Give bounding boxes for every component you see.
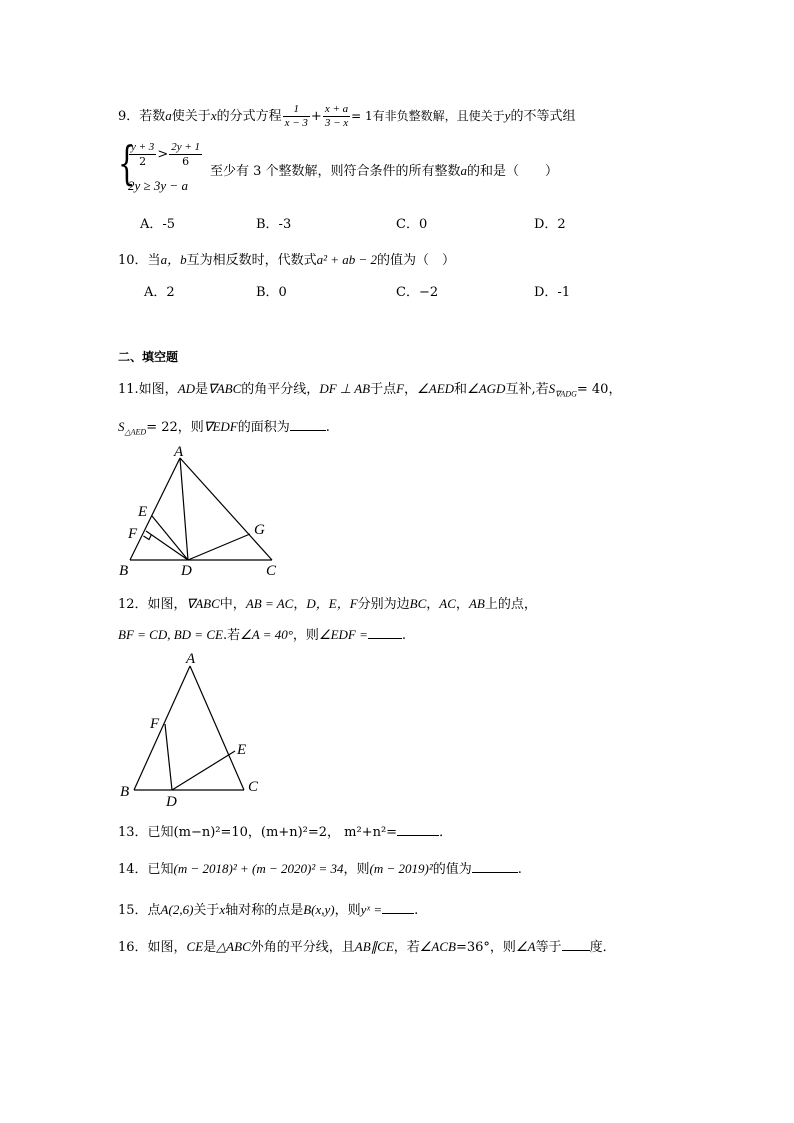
section-heading: 二、填空题	[118, 350, 179, 364]
q14-question: 14．已知(m − 2018)² + (m − 2020)² = 34，则(m − 2019)²的值为 .	[118, 861, 522, 877]
q12-label-b: B	[120, 784, 130, 800]
q12-segment-de	[172, 751, 235, 790]
q11-answer-blank[interactable]	[290, 418, 326, 431]
q10-option-a[interactable]: A．2	[144, 285, 175, 300]
q9-option-d[interactable]: D．2	[534, 217, 566, 232]
q11-segment-gd	[188, 534, 250, 560]
q16-question: 16．如图，CE是△ABC外角的平分线，且AB∥CE，若∠ACB=36°，则∠A等于 度．	[118, 939, 616, 955]
q9-option-b[interactable]: B．-3	[256, 217, 292, 232]
q9-option-c[interactable]: C．0	[396, 217, 428, 232]
q11-label-g: G	[254, 522, 265, 538]
q12-segment-fd	[165, 724, 172, 790]
q11-label-d: D	[181, 563, 192, 579]
q10-option-b[interactable]: B．0	[256, 285, 287, 300]
q9-inequality-2: 2y ≥ 3y − a	[128, 178, 188, 193]
q11-line2: $S_{\triangle AED}= 22$，则∇EDF的面积为 .	[118, 419, 330, 437]
q11-line1: 11.如图，AD是∇ABC的角平分线，DF ⊥ AB于点F，∠AED和∠AGD互补,若$S_{\nabla ADG}= 40$，	[118, 381, 622, 399]
q14-answer-blank[interactable]	[472, 860, 518, 873]
q12-side-ac	[190, 666, 247, 790]
q12-label-a: A	[186, 651, 196, 667]
q11-segment-fd	[146, 531, 188, 560]
q9-fraction-2: $\frac{x + a}{3 - x}$	[324, 103, 349, 129]
q9-inequality-1: $\frac{y + 3}{2}$ > $\frac{2y + 1}{6}$	[131, 141, 201, 168]
q12-label-c: C	[248, 779, 259, 795]
q11-label-e: E	[138, 504, 148, 520]
q11-figure	[110, 438, 310, 583]
q12-figure	[110, 646, 280, 811]
q10-option-d[interactable]: D．-1	[534, 285, 571, 300]
q15-answer-blank[interactable]	[382, 901, 414, 914]
q12-line2: BF = CD, BD = CE.若∠A = 40°，则∠EDF = .	[118, 627, 407, 643]
q9-option-a[interactable]: A．-5	[140, 217, 176, 232]
q11-segment-ed	[152, 516, 188, 560]
q9-line1: 9．若数a使关于x的分式方程 $\frac{1}{x - 3}$ + $\frac{x + a}{3 - x}$ = 1有非负整数解，且使关于y的不等式组	[118, 103, 576, 129]
q12-label-e: E	[237, 742, 247, 758]
q11-segment-ad	[180, 458, 188, 560]
q11-label-c: C	[266, 563, 277, 579]
q12-side-ab	[134, 666, 190, 790]
q12-line1: 12．如图，∇ABC中，AB = AC，D，E，F分别为边BC，AC，AB上的点，	[118, 596, 537, 612]
q9-fraction-1: $\frac{1}{x - 3}$	[284, 103, 308, 129]
q11-label-f: F	[128, 526, 138, 542]
q13-answer-blank[interactable]	[397, 823, 439, 836]
q10-option-c[interactable]: C．−2	[396, 285, 439, 300]
q15-question: 15．点A(2,6)关于x轴对称的点是B(x,y)，则yˣ = .	[118, 902, 419, 918]
q12-label-d: D	[166, 794, 177, 810]
q12-answer-blank[interactable]	[368, 626, 402, 639]
q10-question: 10．当a，b互为相反数时，代数式a² + ab − 2的值为（ ）	[118, 252, 456, 268]
q11-label-b: B	[119, 563, 129, 579]
q13-question: 13．已知(m−n)²=10，(m+n)²=2， m²+n²= ．	[118, 825, 453, 840]
q9-system-brace: {	[118, 136, 136, 190]
q16-answer-blank[interactable]	[562, 938, 590, 951]
q9-line2-text: 至少有 3 个整数解，则符合条件的所有整数a的和是（ ）	[210, 163, 559, 179]
q11-right-angle-mark	[144, 535, 152, 540]
q11-label-a: A	[174, 444, 184, 460]
q12-label-f: F	[150, 716, 160, 732]
